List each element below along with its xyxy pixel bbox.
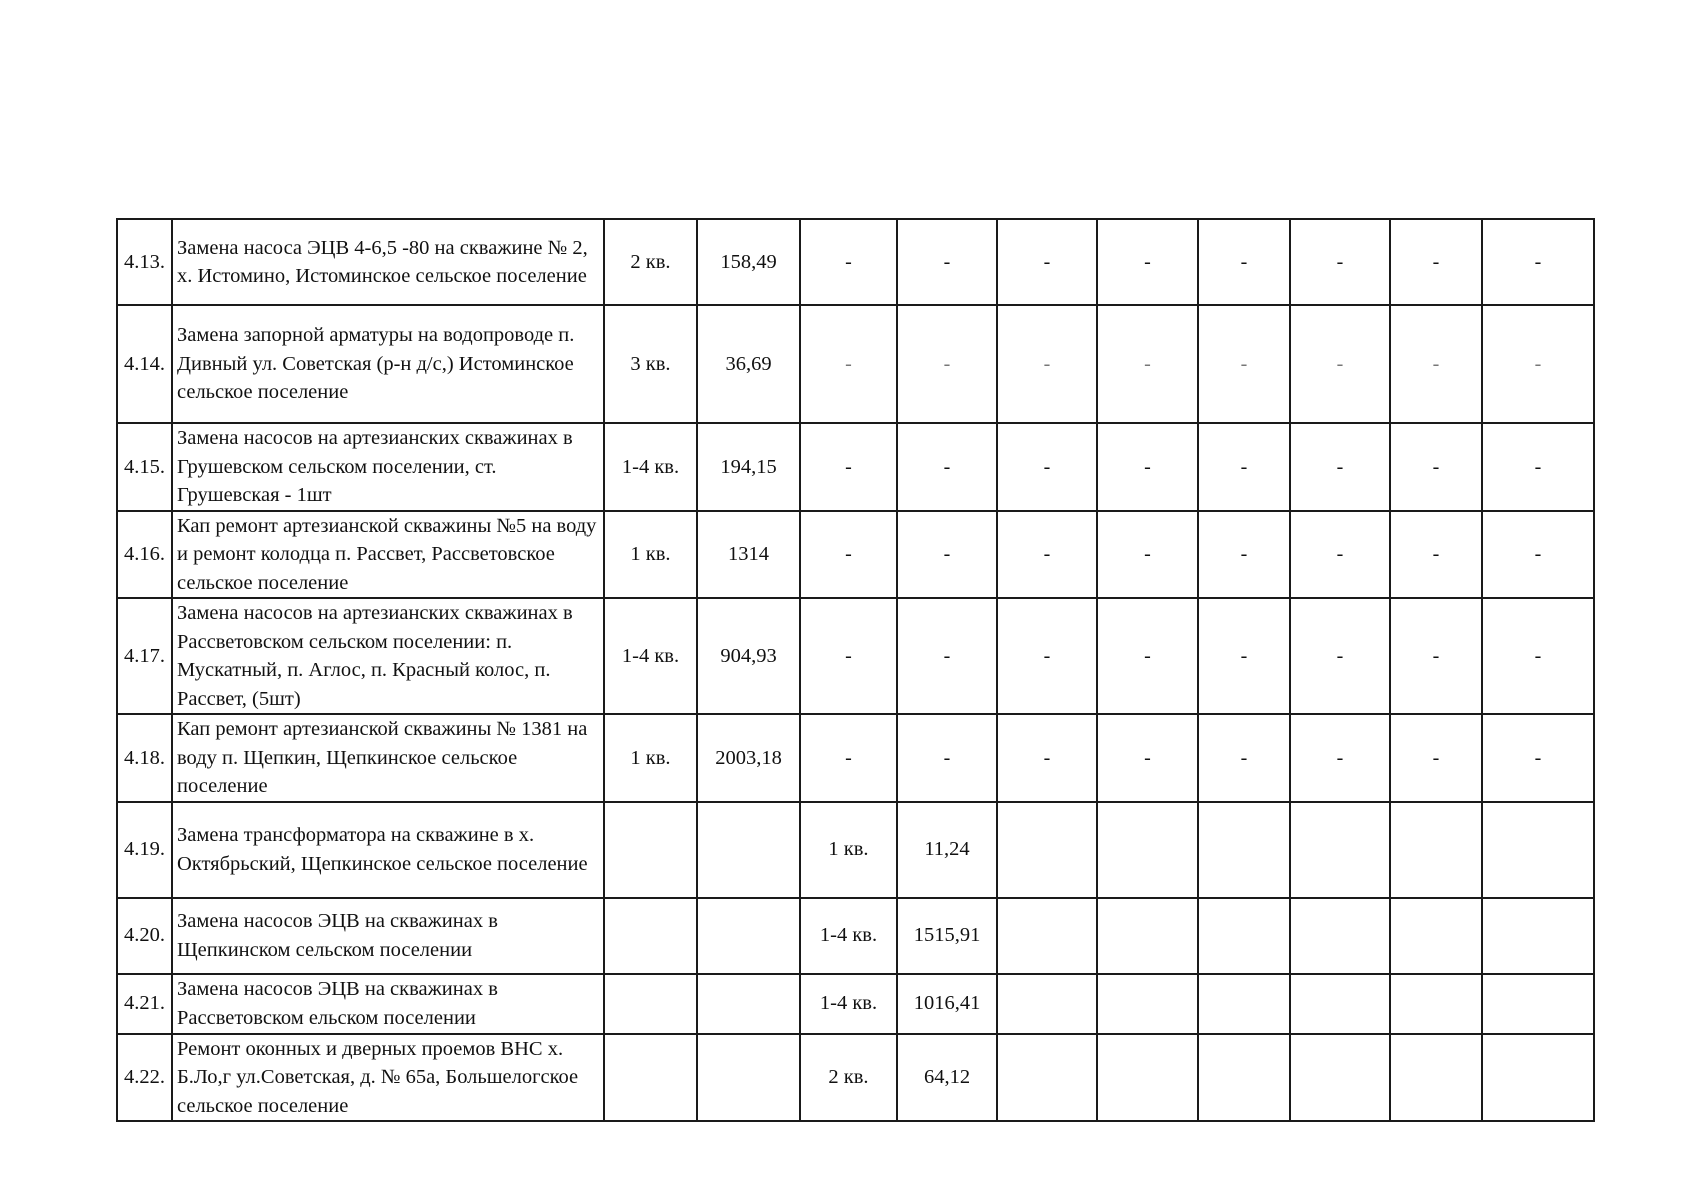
value-col-7: - [1198,511,1290,599]
value-col-7 [1198,802,1290,898]
value-col-5: - [997,598,1097,714]
value-col-9: - [1390,598,1482,714]
value-col-9 [1390,898,1482,974]
value-col-10 [1482,974,1594,1034]
table-row [117,305,1594,423]
work-description: Замена трансформатора на скважине в х. Октябрьский, Щепкинское сельское поселение [172,802,604,898]
work-description: Замена насосов ЭЦВ на скважинах в Щепкинском сельском поселении [172,898,604,974]
value-col-7 [1198,898,1290,974]
value-col-5 [997,898,1097,974]
value-col-8: - [1290,219,1390,305]
value-col-7 [1198,1034,1290,1122]
value-col-8: - [1290,714,1390,802]
amount-col-2: 1515,91 [897,898,997,974]
amount-col-1: 1314 [697,511,800,599]
value-col-9: - [1390,423,1482,511]
amount-col-2: - [897,219,997,305]
amount-col-2: - [897,305,997,423]
value-col-10: - [1482,511,1594,599]
amount-col-2: - [897,423,997,511]
value-col-6: - [1097,714,1198,802]
value-col-5: - [997,714,1097,802]
work-description: Замена насосов на артезианских скважинах в Рассветовском сельском поселении: п. Мускатный, п. Аглос, п. Красный колос, п. Рассвет, (5шт) [172,598,604,714]
row-number: 4.18. [117,714,172,802]
value-col-7: - [1198,598,1290,714]
period-col-1: 1 кв. [604,714,697,802]
value-col-9: - [1390,714,1482,802]
value-col-7: - [1198,219,1290,305]
period-col-1: 2 кв. [604,219,697,305]
value-col-8: - [1290,423,1390,511]
row-number: 4.21. [117,974,172,1034]
row-number: 4.20. [117,898,172,974]
amount-col-2: - [897,511,997,599]
value-col-10: - [1482,598,1594,714]
table-body [117,219,1594,1121]
period-col-2: - [800,714,897,802]
table-row [117,219,1594,305]
amount-col-1 [697,974,800,1034]
work-description: Замена насоса ЭЦВ 4-6,5 -80 на скважине № 2, х. Истомино, Истоминское сельское поселение [172,219,604,305]
period-col-2: 1-4 кв. [800,898,897,974]
value-col-10 [1482,1034,1594,1122]
value-col-8: - [1290,305,1390,423]
value-col-10 [1482,898,1594,974]
work-description: Замена насосов ЭЦВ на скважинах в Рассветовском ельском поселении [172,974,604,1034]
amount-col-1: 904,93 [697,598,800,714]
value-col-9: - [1390,219,1482,305]
value-col-6: - [1097,598,1198,714]
work-description: Кап ремонт артезианской скважины № 1381 на воду п. Щепкин, Щепкинское сельское поселение [172,714,604,802]
table-row [117,714,1594,802]
value-col-5: - [997,219,1097,305]
table-row [117,423,1594,511]
period-col-2: - [800,598,897,714]
work-description: Кап ремонт артезианской скважины №5 на воду и ремонт колодца п. Рассвет, Рассветовское сельское поселение [172,511,604,599]
value-col-8: - [1290,511,1390,599]
table-row [117,598,1594,714]
row-number: 4.14. [117,305,172,423]
period-col-1: 1-4 кв. [604,423,697,511]
work-description: Замена насосов на артезианских скважинах в Грушевском сельском поселении, ст. Грушевская - 1шт [172,423,604,511]
period-col-1 [604,974,697,1034]
table-row [117,511,1594,599]
row-number: 4.13. [117,219,172,305]
table-row [117,802,1594,898]
value-col-9 [1390,802,1482,898]
value-col-5: - [997,511,1097,599]
table-row [117,974,1594,1034]
row-number: 4.17. [117,598,172,714]
period-col-2: 2 кв. [800,1034,897,1122]
amount-col-1: 2003,18 [697,714,800,802]
amount-col-1 [697,802,800,898]
value-col-6 [1097,898,1198,974]
amount-col-2: 1016,41 [897,974,997,1034]
value-col-5: - [997,305,1097,423]
value-col-6: - [1097,511,1198,599]
value-col-10 [1482,802,1594,898]
amount-col-2: 64,12 [897,1034,997,1122]
value-col-7: - [1198,423,1290,511]
amount-col-2: 11,24 [897,802,997,898]
period-col-1: 1 кв. [604,511,697,599]
period-col-2: - [800,511,897,599]
work-description: Ремонт оконных и дверных проемов ВНС х. Б.Ло,г ул.Советская, д. № 65а, Большелогское сельское поселение [172,1034,604,1122]
value-col-9: - [1390,305,1482,423]
value-col-6: - [1097,219,1198,305]
period-col-1 [604,898,697,974]
value-col-8: - [1290,598,1390,714]
period-col-1 [604,1034,697,1122]
value-col-6 [1097,974,1198,1034]
value-col-8 [1290,974,1390,1034]
period-col-2: - [800,219,897,305]
value-col-8 [1290,802,1390,898]
period-col-1: 1-4 кв. [604,598,697,714]
value-col-6: - [1097,305,1198,423]
value-col-5 [997,802,1097,898]
value-col-6: - [1097,423,1198,511]
amount-col-2: - [897,714,997,802]
value-col-8 [1290,898,1390,974]
amount-col-2: - [897,598,997,714]
value-col-9 [1390,974,1482,1034]
work-description: Замена запорной арматуры на водопроводе п. Дивный ул. Советская (р-н д/с,) Истоминское сельское поселение [172,305,604,423]
row-number: 4.16. [117,511,172,599]
amount-col-1 [697,1034,800,1122]
value-col-5 [997,1034,1097,1122]
value-col-10: - [1482,714,1594,802]
value-col-10: - [1482,219,1594,305]
value-col-10: - [1482,305,1594,423]
amount-col-1: 158,49 [697,219,800,305]
period-col-1 [604,802,697,898]
value-col-7 [1198,974,1290,1034]
works-table [116,218,1595,1122]
amount-col-1 [697,898,800,974]
period-col-2: 1 кв. [800,802,897,898]
row-number: 4.22. [117,1034,172,1122]
value-col-8 [1290,1034,1390,1122]
period-col-2: 1-4 кв. [800,974,897,1034]
table-row [117,898,1594,974]
value-col-10: - [1482,423,1594,511]
value-col-9 [1390,1034,1482,1122]
value-col-7: - [1198,305,1290,423]
period-col-1: 3 кв. [604,305,697,423]
value-col-5: - [997,423,1097,511]
value-col-7: - [1198,714,1290,802]
table-row [117,1034,1594,1122]
amount-col-1: 36,69 [697,305,800,423]
amount-col-1: 194,15 [697,423,800,511]
row-number: 4.19. [117,802,172,898]
value-col-6 [1097,1034,1198,1122]
value-col-6 [1097,802,1198,898]
period-col-2: - [800,305,897,423]
row-number: 4.15. [117,423,172,511]
value-col-5 [997,974,1097,1034]
period-col-2: - [800,423,897,511]
value-col-9: - [1390,511,1482,599]
